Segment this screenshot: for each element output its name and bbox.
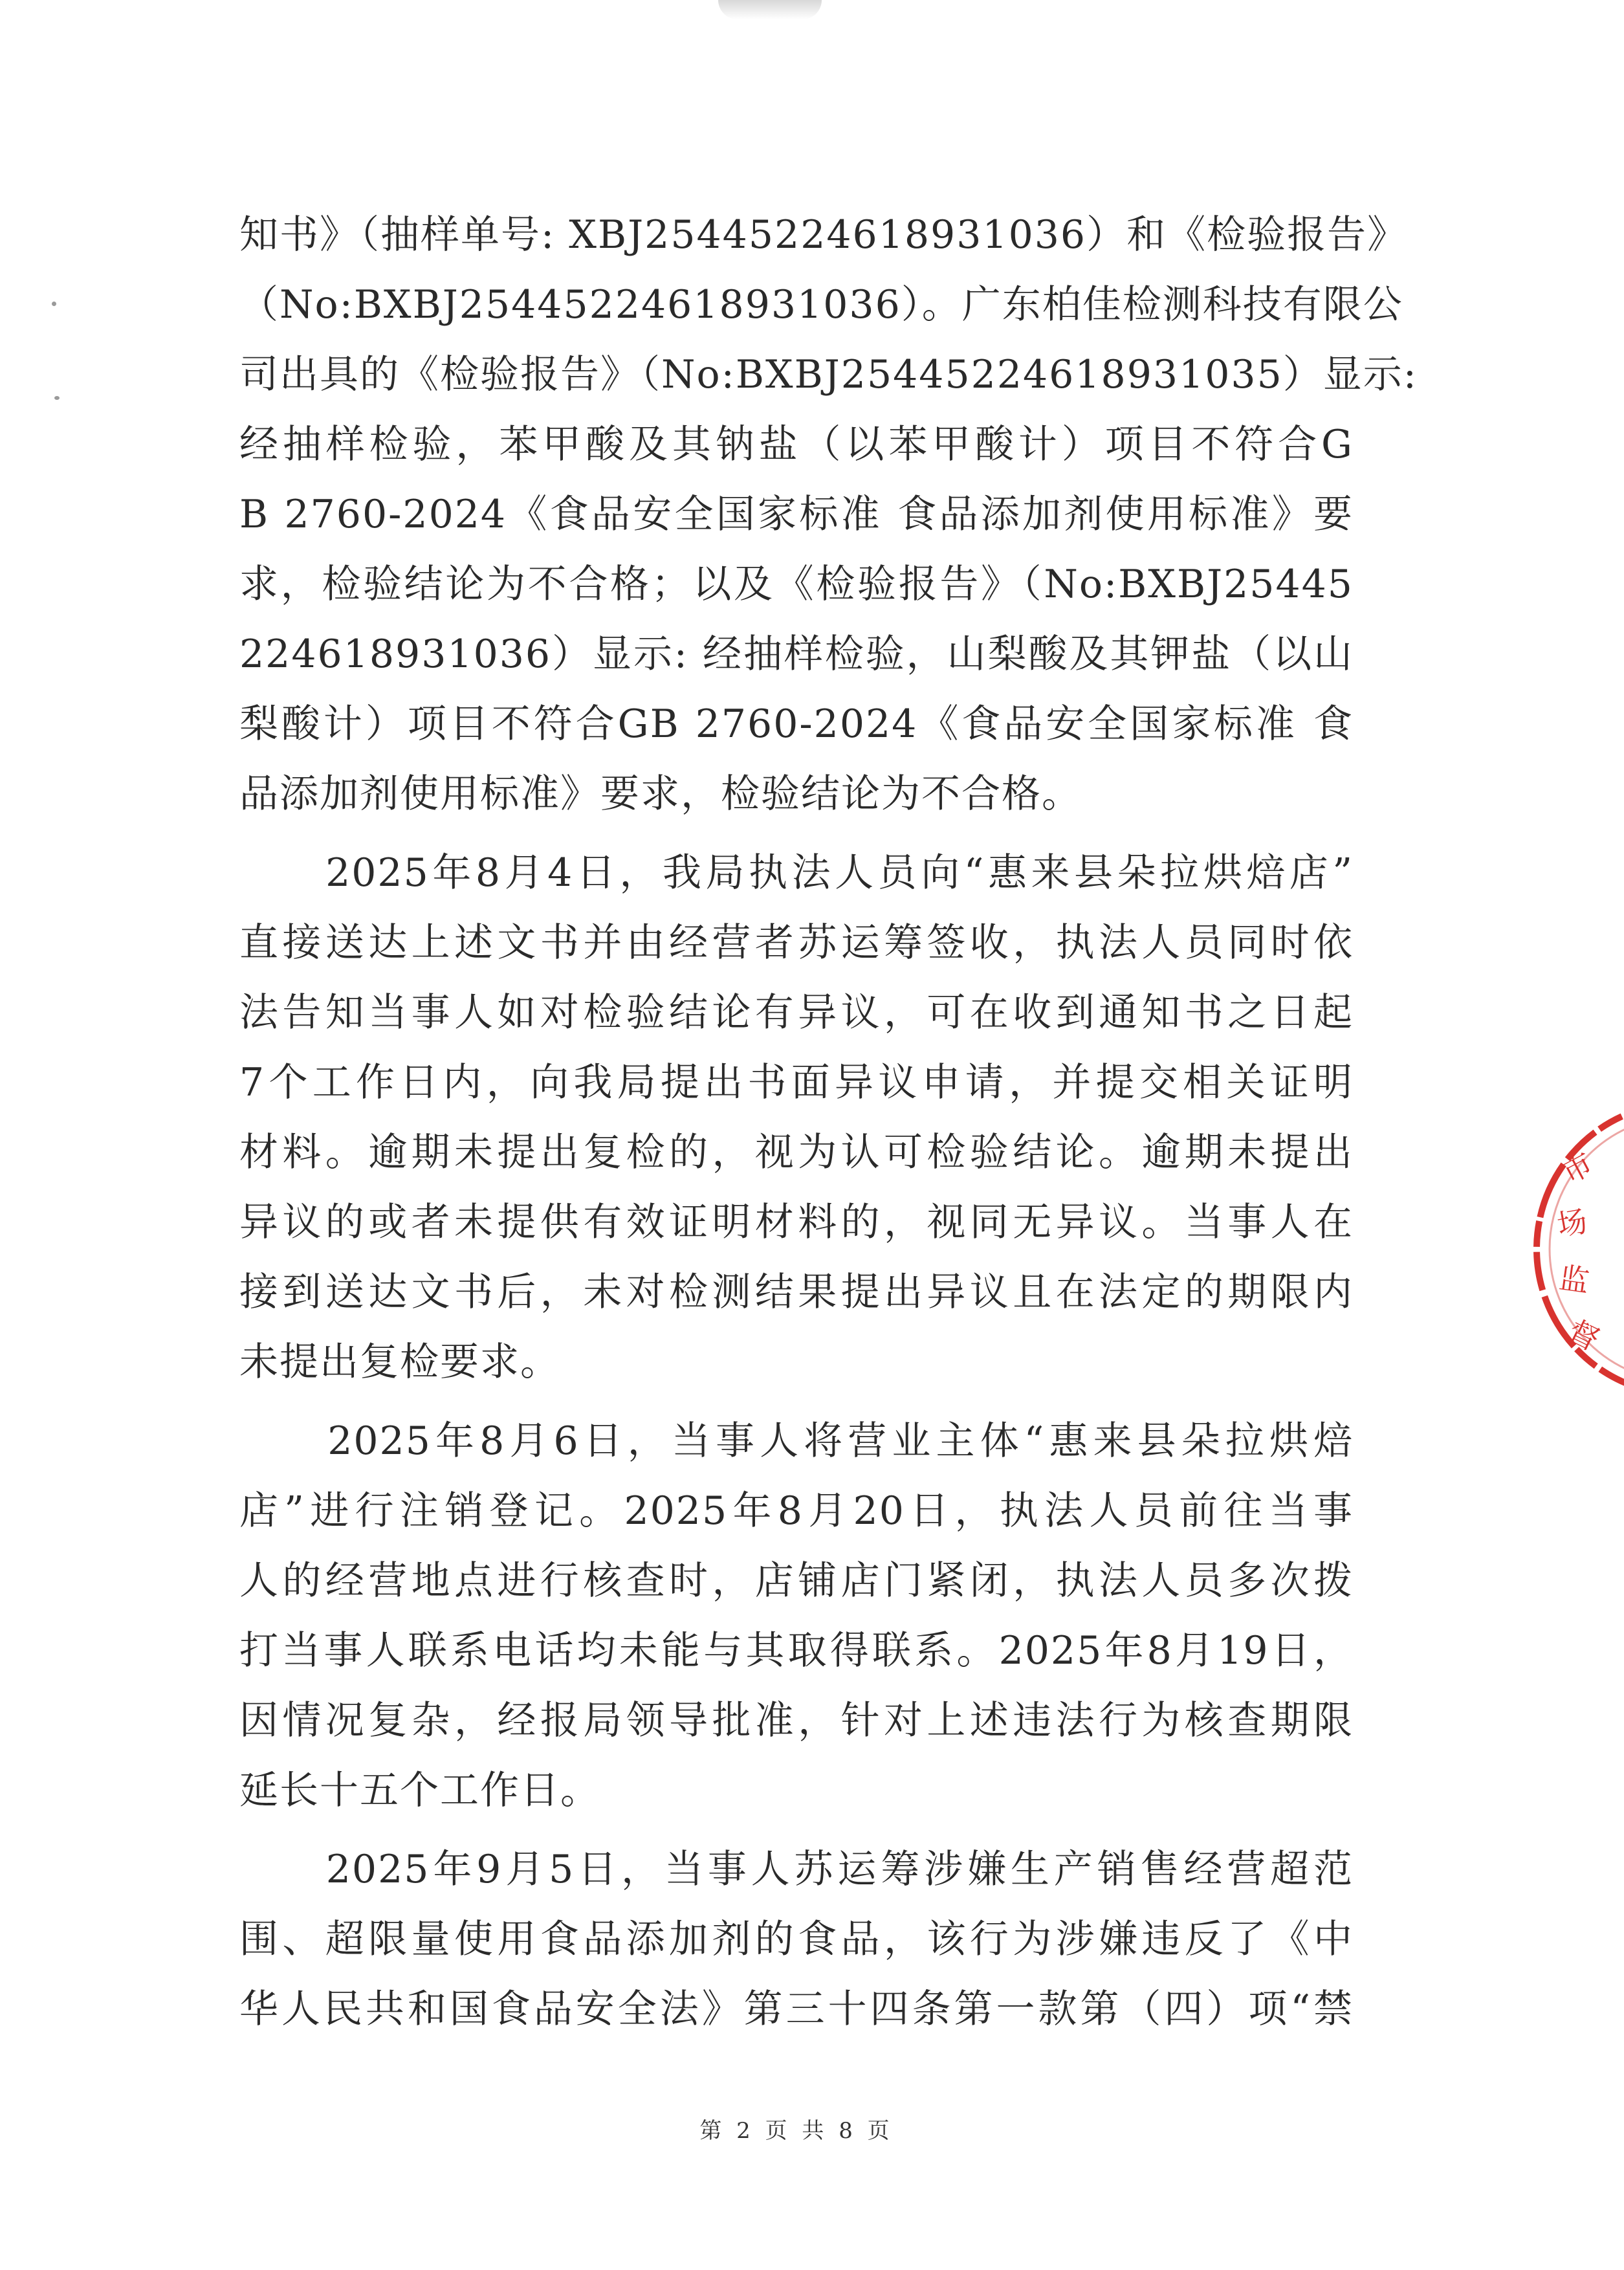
scan-dot xyxy=(54,396,60,400)
body-line: 司出具的《检验报告》（No:BXBJ25445224618931035）显示: xyxy=(239,352,1418,397)
body-line: B 2760-2024《食品安全国家标准 食品添加剂使用标准》要 xyxy=(239,492,1354,537)
body-line: 224618931036）显示: 经抽样检验，山梨酸及其钾盐（以山 xyxy=(239,632,1354,677)
body-line: 打当事人联系电话均未能与其取得联系。2025年8月19日， xyxy=(239,1628,1354,1673)
body-line: 求，检验结论为不合格；以及《检验报告》（No:BXBJ25445 xyxy=(239,562,1354,607)
body-line: 2025年8月4日，我局执法人员向“惠来县朵拉烘焙店” xyxy=(239,850,1354,896)
body-line: 接到送达文书后，未对检测结果提出异议且在法定的期限内 xyxy=(239,1270,1354,1315)
body-line: 人的经营地点进行核查时，店铺店门紧闭，执法人员多次拨 xyxy=(239,1558,1354,1603)
body-line: 直接送达上述文书并由经营者苏运筹签收，执法人员同时依 xyxy=(239,920,1354,965)
body-line: 知书》（抽样单号: XBJ25445224618931036）和《检验报告》 xyxy=(239,212,1408,258)
body-line: 因情况复杂，经报局领导批准，针对上述违法行为核查期限 xyxy=(239,1698,1354,1743)
svg-text:场: 场 xyxy=(1554,1203,1590,1243)
body-line: 经抽样检验，苯甲酸及其钠盐（以苯甲酸计）项目不符合G xyxy=(239,422,1354,467)
svg-text:督: 督 xyxy=(1563,1313,1605,1358)
body-line: 延长十五个工作日。 xyxy=(239,1768,600,1813)
page-indicator: 第 2 页 共 8 页 xyxy=(699,2118,894,2144)
body-line: 材料。逾期未提出复检的，视为认可检验结论。逾期未提出 xyxy=(239,1130,1354,1175)
body-line: 法告知当事人如对检验结论有异议，可在收到通知书之日起 xyxy=(239,990,1354,1035)
body-line: 店”进行注销登记。2025年8月20日，执法人员前往当事 xyxy=(239,1488,1354,1534)
body-line: 品添加剂使用标准》要求，检验结论为不合格。 xyxy=(239,771,1082,817)
body-line: 梨酸计）项目不符合GB 2760-2024《食品安全国家标准 食 xyxy=(239,701,1354,747)
body-line: 2025年9月5日，当事人苏运筹涉嫌生产销售经营超范 xyxy=(239,1847,1354,1892)
body-line: 未提出复检要求。 xyxy=(239,1339,560,1385)
official-seal xyxy=(1527,1094,1624,1404)
svg-text:市: 市 xyxy=(1555,1145,1599,1191)
body-line: （No:BXBJ25445224618931036）。广东柏佳检测科技有限公 xyxy=(239,282,1403,327)
body-line: 华人民共和国食品安全法》第三十四条第一款第（四）项“禁 xyxy=(239,1987,1354,2032)
scan-dot xyxy=(52,302,56,306)
body-line: 围、超限量使用食品添加剂的食品，该行为涉嫌违反了《中 xyxy=(239,1917,1354,1962)
svg-text:监: 监 xyxy=(1557,1260,1592,1299)
scan-smudge xyxy=(718,0,822,19)
body-line: 2025年8月6日，当事人将营业主体“惠来县朵拉烘焙 xyxy=(239,1418,1354,1464)
body-line: 异议的或者未提供有效证明材料的，视同无异议。当事人在 xyxy=(239,1200,1354,1245)
body-line: 7个工作日内，向我局提出书面异议申请，并提交相关证明 xyxy=(239,1060,1354,1105)
